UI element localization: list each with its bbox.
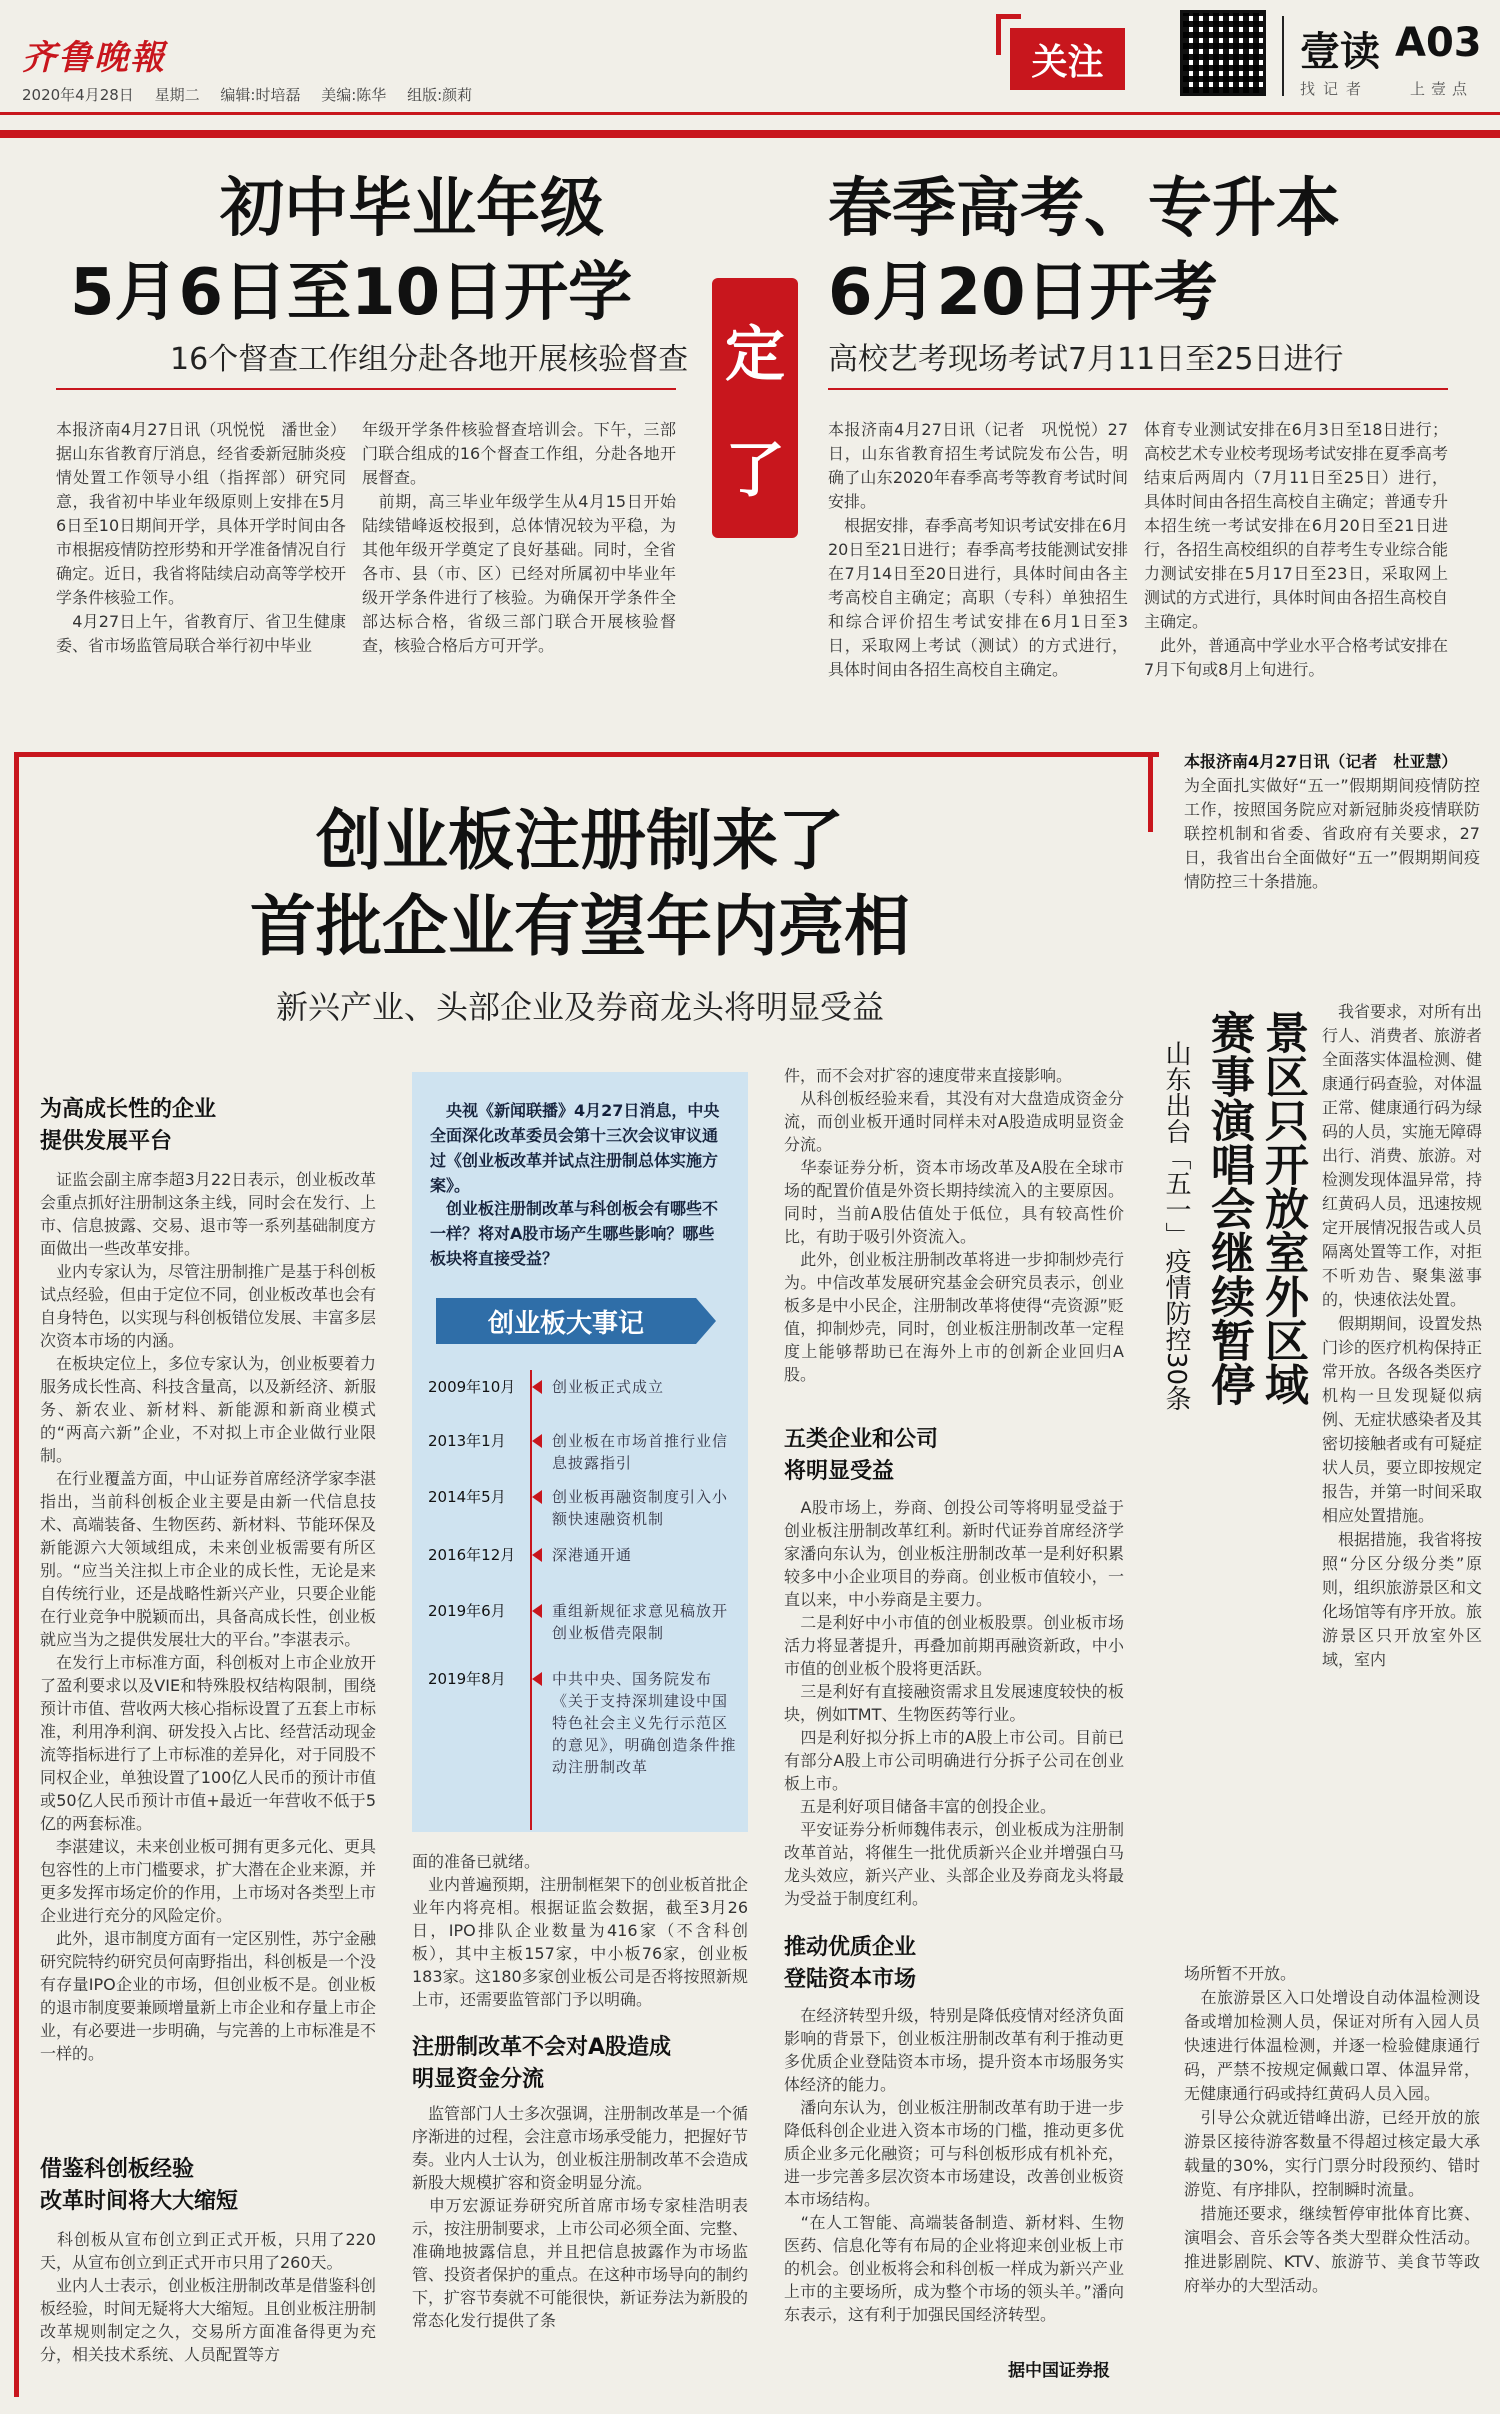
feature-col-2b-text: 监管部门人士多次强调，注册制改革是一个循序渐进的过程，会注意市场承受能力，把握好节奏。业内人士认为，创业板注册制改革不会造成新股大规模扩容和资金明显分流。 申万宏源证券研究所首席市场专家桂浩明表示，按注册制要求，上市公司必须全面、完整、准确地披露信息，并且把信息披露作为市场监管、投资者保护的重点。在这种市场导向的制约下，扩容节奏就不可能很快，新证券法为新股的常态化发行提供了条	[412, 2104, 748, 2330]
sidebar-p3: 场所暂不开放。 在旅游景区入口处增设自动体温检测设备或增加检测人员，保证对所有入园人员快速进行体温检测，并逐一检验健康通行码，严禁不按规定佩戴口罩、体温异常，无健康通行码或持红黄码人员入园。 引导公众就近错峰出游，已经开放的旅游景区接待游客数量不得超过核定最大承载量的30%，实行门票分时段预约、错时游览、有序排队，控制瞬时流量。 措施还要求，继续暂停审批体育比赛、演唱会、音乐会等各类大型群众性活动。推进影剧院、KTV、旅游节、美食节等政府举办的大型活动。	[1184, 1964, 1480, 2295]
info-box-intro-1: 央视《新闻联播》4月27日消息，中央全面深化改革委员会第十三次会议审议通过《创业板改革并试点注册制总体实施方案》。	[430, 1101, 720, 1195]
right-subhead: 高校艺考现场考试7月11日至25日进行	[828, 342, 1344, 377]
sidebar-byline: 本报济南4月27日讯（记者 杜亚慧）	[1184, 752, 1458, 771]
chronology-title-arrow	[696, 1298, 716, 1344]
left-story-col-2: 年级开学条件核验督查培训会。下午，三部门联合组成的16个督查工作组，分赴各地开展督查。 前期，高三毕业年级学生从4月15日开始陆续错峰返校报到，总体情况较为平稳，为其他年级开学奠定了良好基础。同时，全省各市、县（市、区）已经对所属初中毕业年级开学条件进行了核验。为确保开学条件全部达标合格，省级三部门联合开展核验督查，核验合格后方可开学。	[362, 420, 676, 655]
feature-head-5-line-1: 推动优质企业	[784, 1935, 917, 1960]
chronology-event: 创业板正式成立	[552, 1378, 665, 1396]
feature-head-3-line-1: 注册制改革不会对A股造成	[412, 2035, 672, 2060]
sidebar-p2: 我省要求，对所有出行人、消费者、旅游者全面落实体温检测、健康通行码查验，对体温正常、健康通行码为绿码的人员，实施无障碍出行、消费、旅游。对检测发现体温异常，持红黄码人员，迅速按规定开展情况报告或人员隔离处置等工作，对拒不听劝告、聚集滋事的，快速依法处置。 假期期间，设置发热门诊的医疗机构保持正常开放。各级各类医疗机构一旦发现疑似病例、无症状感染者及其密切接触者或有可疑症状人员，要立即按规定报告，并第一时间采取相应处置措施。 根据措施，我省将按照“分区分级分类”原则，组织旅游景区和文化场馆等有序开放。旅游景区只开放室外区域，室内	[1322, 1002, 1482, 1669]
left-headline-2: 5月6日至10日开学	[70, 256, 633, 330]
left-subhead: 16个督查工作组分赴各地开展核验督查	[170, 342, 689, 377]
feature-col-3-text: 件，而不会对扩容的速度带来直接影响。 从科创板经验来看，其没有对大盘造成资金分流，而创业板开通时同样未对A股造成明显资金分流。 华泰证券分析，资本市场改革及A股在全球市场的配置价值是外资长期持续流入的主要原因。同时，当前A股估值处于低位，具有较高性价比，有助于吸引外资流入。 此外，创业板注册制改革将进一步抑制炒壳行为。中信改革发展研究基金会研究员表示，创业板多是中小民企，注册制改革将使得“壳资源”贬值，抑制炒壳，同时，创业板注册制改革一定程度上能够帮助已在海外上市的创新企业回归A股。	[784, 1066, 1124, 1384]
feature-col-3b-text: A股市场上，券商、创投公司等将明显受益于创业板注册制改革红利。新时代证券首席经济学家潘向东认为，创业板注册制改革一是利好积累较多中小企业项目的券商。创业板市值较小，一直以来，中小券商是主要力。 二是利好中小市值的创业板股票。创业板市场活力将显著提升，再叠加前期再融资新政，中小市值的创业板个股将更活跃。 三是利好有直接融资需求且发展速度较快的板块，例如TMT、生物医药等行业。 四是利好拟分拆上市的A股上市公司。目前已有部分A股上市公司明确进行分拆子公司在创业板上市。 五是利好项目储备丰富的创投企业。 平安证券分析师魏伟表示，创业板成为注册制改革首站，将催生一批优质新兴企业并增强白马龙头效应，新兴产业、头部企业及券商龙头将最为受益于制度红利。	[784, 1498, 1124, 1908]
feature-head-2-line-2: 改革时间将大大缩短	[40, 2189, 239, 2214]
feature-head-5-line-2: 登陆资本市场	[784, 1967, 917, 1992]
feature-col-3c-text: 在经济转型升级，特别是降低疫情对经济负面影响的背景下，创业板注册制改革有利于推动更多优质企业登陆资本市场，提升资本市场服务实体经济的能力。 潘向东认为，创业板注册制改革有助于进一步降低科创企业进入资本市场的门槛，推动更多优质企业多元化融资；可与科创板形成有机补充，进一步完善多层次资本市场建设，改善创业板资本市场结构。 “在人工智能、高端装备制造、新材料、生物医药、信息化等有布局的企业将迎来创业板上市的机会。创业板将会和科创板一样成为新兴产业上市的主要场所，成为整个市场的领头羊。”潘向东表示，这有利于加强民国经济转型。	[784, 2006, 1124, 2324]
newspaper-logo: 齐鲁晚報	[22, 38, 166, 78]
feature-subtitle: 新兴产业、头部企业及券商龙头将明显受益	[275, 988, 884, 1026]
right-story-col-2: 体育专业测试安排在6月3日至18日进行；高校艺术专业校考现场考试安排在夏季高考结束后两周内（7月11日至25日）进行，具体时间由各招生高校自主确定；普通专升本招生统一考试安排在6月20日至21日进行，各招生高校组织的自荐考生专业综合能力测试安排在5月17日至23日，采取网上测试的方式进行，具体时间由各招生高校自主确定。 此外，普通高中学业水平合格考试安排在7月下旬或8月上旬进行。	[1144, 420, 1449, 679]
chronology-event: 创业板在市场首推行业信息披露指引	[552, 1432, 729, 1472]
feature-head-4-line-1: 五类企业和公司	[784, 1427, 939, 1452]
chronology-year: 2014年5月	[428, 1488, 506, 1506]
editor-credit: 编辑:时培磊	[220, 86, 301, 104]
masthead-divider	[1282, 16, 1284, 96]
feature-head-5	[784, 1932, 916, 1996]
right-story-rule	[828, 388, 1448, 390]
ding-char-1: 定	[725, 320, 785, 391]
chronology-event: 创业板再融资制度引入小额快速融资机制	[552, 1488, 729, 1528]
feature-head-4-line-2: 将明显受益	[784, 1459, 895, 1484]
left-headline-1: 初中毕业年级	[220, 172, 604, 246]
feature-title-1: 创业板注册制来了	[316, 802, 844, 879]
chronology-event: 深港通开通	[552, 1546, 633, 1564]
feature-source: 据中国证券报	[1008, 2361, 1110, 2381]
ding-badge	[712, 278, 798, 538]
feature-col-1b-text: 科创板从宣布创立到正式开板，只用了220天，从宣布创立到正式开市只用了260天。 业内人士表示，创业板注册制改革是借鉴科创板经验，时间无疑将大大缩短。且创业板注册制改革规则制定之久，交易所方面准备得更为充分，相关技术系统、人员配置等方	[40, 2230, 376, 2364]
chronology-arrow-icon	[532, 1380, 542, 1394]
section-name: 壹读	[1300, 29, 1380, 75]
left-story-col-1: 本报济南4月27日讯（巩悦悦 潘世金）据山东省教育厅消息，经省委新冠肺炎疫情处置工作领导小组（指挥部）研究同意，我省初中毕业年级原则上安排在5月6日至10日期间开学，具体开学时间由各市根据疫情防控形势和开学准备情况自行确定。近日，我省将陆续启动高等学校开学条件核验工作。 4月27日上午，省教育厅、省卫生健康委、省市场监管局联合举行初中毕业	[56, 420, 346, 655]
qr-code-icon[interactable]	[1180, 10, 1266, 96]
chronology-year: 2009年10月	[428, 1378, 516, 1396]
feature-head-1	[40, 1094, 216, 1158]
chronology-arrow-icon	[532, 1548, 542, 1562]
ding-char-2: 了	[725, 435, 785, 506]
feature-frame-right	[1148, 752, 1153, 832]
issue-weekday: 星期二	[154, 86, 200, 104]
feature-head-4	[784, 1424, 938, 1488]
chronology-event: 重组新规征求意见稿放开创业板借壳限制	[552, 1602, 729, 1642]
feature-head-2-line-1: 借鉴科创板经验	[40, 2157, 195, 2182]
chronology-arrow-icon	[532, 1604, 542, 1618]
dateline	[22, 84, 488, 105]
chronology-arrow-icon	[532, 1434, 542, 1448]
chronology-year: 2019年6月	[428, 1602, 506, 1620]
feature-title-2: 首批企业有望年内亮相	[250, 888, 910, 965]
right-headline-1: 春季高考、专升本	[828, 172, 1340, 246]
right-headline-2: 6月20日开考	[828, 256, 1218, 330]
top-red-rule	[0, 130, 1500, 138]
feature-head-3-line-2: 明显资金分流	[412, 2067, 545, 2092]
feature-head-1-line-1: 为高成长性的企业	[40, 1097, 217, 1122]
right-story-col-1: 本报济南4月27日讯（记者 巩悦悦）27日，山东省教育招生考试院发布公告，明确了山东2020年春季高考等教育考试时间安排。 根据安排，春季高考知识考试安排在6月20日至21日进行；春季高考技能测试安排在7月14日至20日进行，具体时间由各主考高校自主确定；高职（专科）单独招生和综合评价招生考试安排在6月1日至3日，采取网上考试（测试）的方式进行，具体时间由各招生高校自主确定。	[828, 420, 1128, 679]
chronology-arrow-icon	[532, 1672, 542, 1686]
issue-date: 2020年4月28日	[22, 86, 134, 104]
section-sub-left: 找记者	[1300, 80, 1370, 98]
masthead-rule	[0, 112, 1500, 115]
layout-credit: 组版:颜莉	[407, 86, 473, 104]
sidebar-p1: 为全面扎实做好“五一”假期期间疫情防控工作，按照国务院应对新冠肺炎疫情联防联控机制和省委、省政府有关要求，27日，我省出台全面做好“五一”假期期间疫情防控三十条措施。	[1184, 776, 1480, 891]
feature-col-1-text: 证监会副主席李超3月22日表示，创业板改革会重点抓好注册制这条主线，同时会在发行、上市、信息披露、交易、退市等一系列基础制度方面做出一些改革安排。 业内专家认为，尽管注册制推广是基于科创板试点经验，但由于定位不同，创业板改革也会有自身特色，以实现与科创板错位发展、丰富多层次资本市场的内涵。 在板块定位上，多位专家认为，创业板要着力服务成长性高、科技含量高，以及新经济、新服务、新农业、新材料、新能源和新商业模式的“两高六新”企业，不对拟上市企业做行业限制。 在行业覆盖方面，中山证券首席经济学家李湛指出，当前科创板企业主要是由新一代信息技术、高端装备、生物医药、新材料、节能环保及新能源六大领域组成，未来创业板需要有所区别。“应当关注拟上市企业的成长性，无论是来自传统行业，还是战略性新兴产业，只要企业能在行业竞争中脱颖而出，具备高成长性，创业板就应当为之提供发展壮大的平台。”李湛表示。 在发行上市标准方面，科创板对上市企业放开了盈利要求以及VIE和特殊股权结构限制，围绕预计市值、营收两大核心指标设置了五套上市标准，利用净利润、研发投入占比、经营活动现金流等指标进行了上市标准的差异化，对于同股不同权企业，单独设置了100亿人民币的预计市值或50亿人民币预计市值+最近一年营收不低于5亿的两套标准。 李湛建议，未来创业板可拥有更多元化、更具包容性的上市门槛要求，扩大潜在企业来源，并更多发挥市场定价的作用，上市场对各类型上市企业进行充分的风险定价。 此外，退市制度方面有一定区别性，苏宁金融研究院特约研究员何南野指出，科创板是一个没有存量IPO企业的市场，但创业板不是。创业板的退市制度要兼顾增量新上市企业和存量上市企业，有必要进一步明确，与完善的上市标准是不一样的。	[40, 1170, 376, 2063]
chronology-event: 中共中央、国务院发布《关于支持深圳建设中国特色社会主义先行示范区的意见》，明确创造条件推动注册制改革	[552, 1670, 737, 1776]
art-credit: 美编:陈华	[321, 86, 387, 104]
chronology-year: 2013年1月	[428, 1432, 506, 1450]
sidebar-headline-2: 赛事演唱会继续暂停	[1203, 1010, 1254, 1406]
feature-col-2-text: 面的准备已就绪。 业内普遍预期，注册制框架下的创业板首批企业年内将亮相。根据证监会数据，截至3月26日，IPO排队企业数量为416家（不含科创板），其中主板157家，中小板76家，创业板183家。这180多家创业板公司是否将按照新规上市，还需要监管部门予以明确。	[412, 1852, 749, 2009]
sidebar-headline-1: 景区只开放室外区域	[1257, 1010, 1308, 1406]
section-tag: 关注	[1010, 28, 1125, 90]
feature-head-2	[40, 2154, 238, 2218]
info-box-intro-2: 创业板注册制改革与科创板会有哪些不一样？将对A股市场产生哪些影响？哪些板块将直接受益？	[430, 1199, 719, 1268]
feature-head-3	[412, 2032, 671, 2096]
chronology-arrow-icon	[532, 1490, 542, 1504]
chronology-year: 2019年8月	[428, 1670, 506, 1688]
feature-head-1-line-2: 提供发展平台	[40, 1129, 173, 1154]
section-sub-right: 上壹点	[1410, 80, 1474, 98]
sidebar-subhead: 山东出台「五一」疫情防控30条	[1161, 1040, 1191, 1412]
chronology-year: 2016年12月	[428, 1546, 516, 1564]
left-story-rule	[56, 388, 676, 390]
sidebar-byline-block	[1184, 750, 1480, 894]
page-number: A03	[1395, 20, 1482, 66]
chronology-title: 创业板大事记	[436, 1298, 696, 1344]
